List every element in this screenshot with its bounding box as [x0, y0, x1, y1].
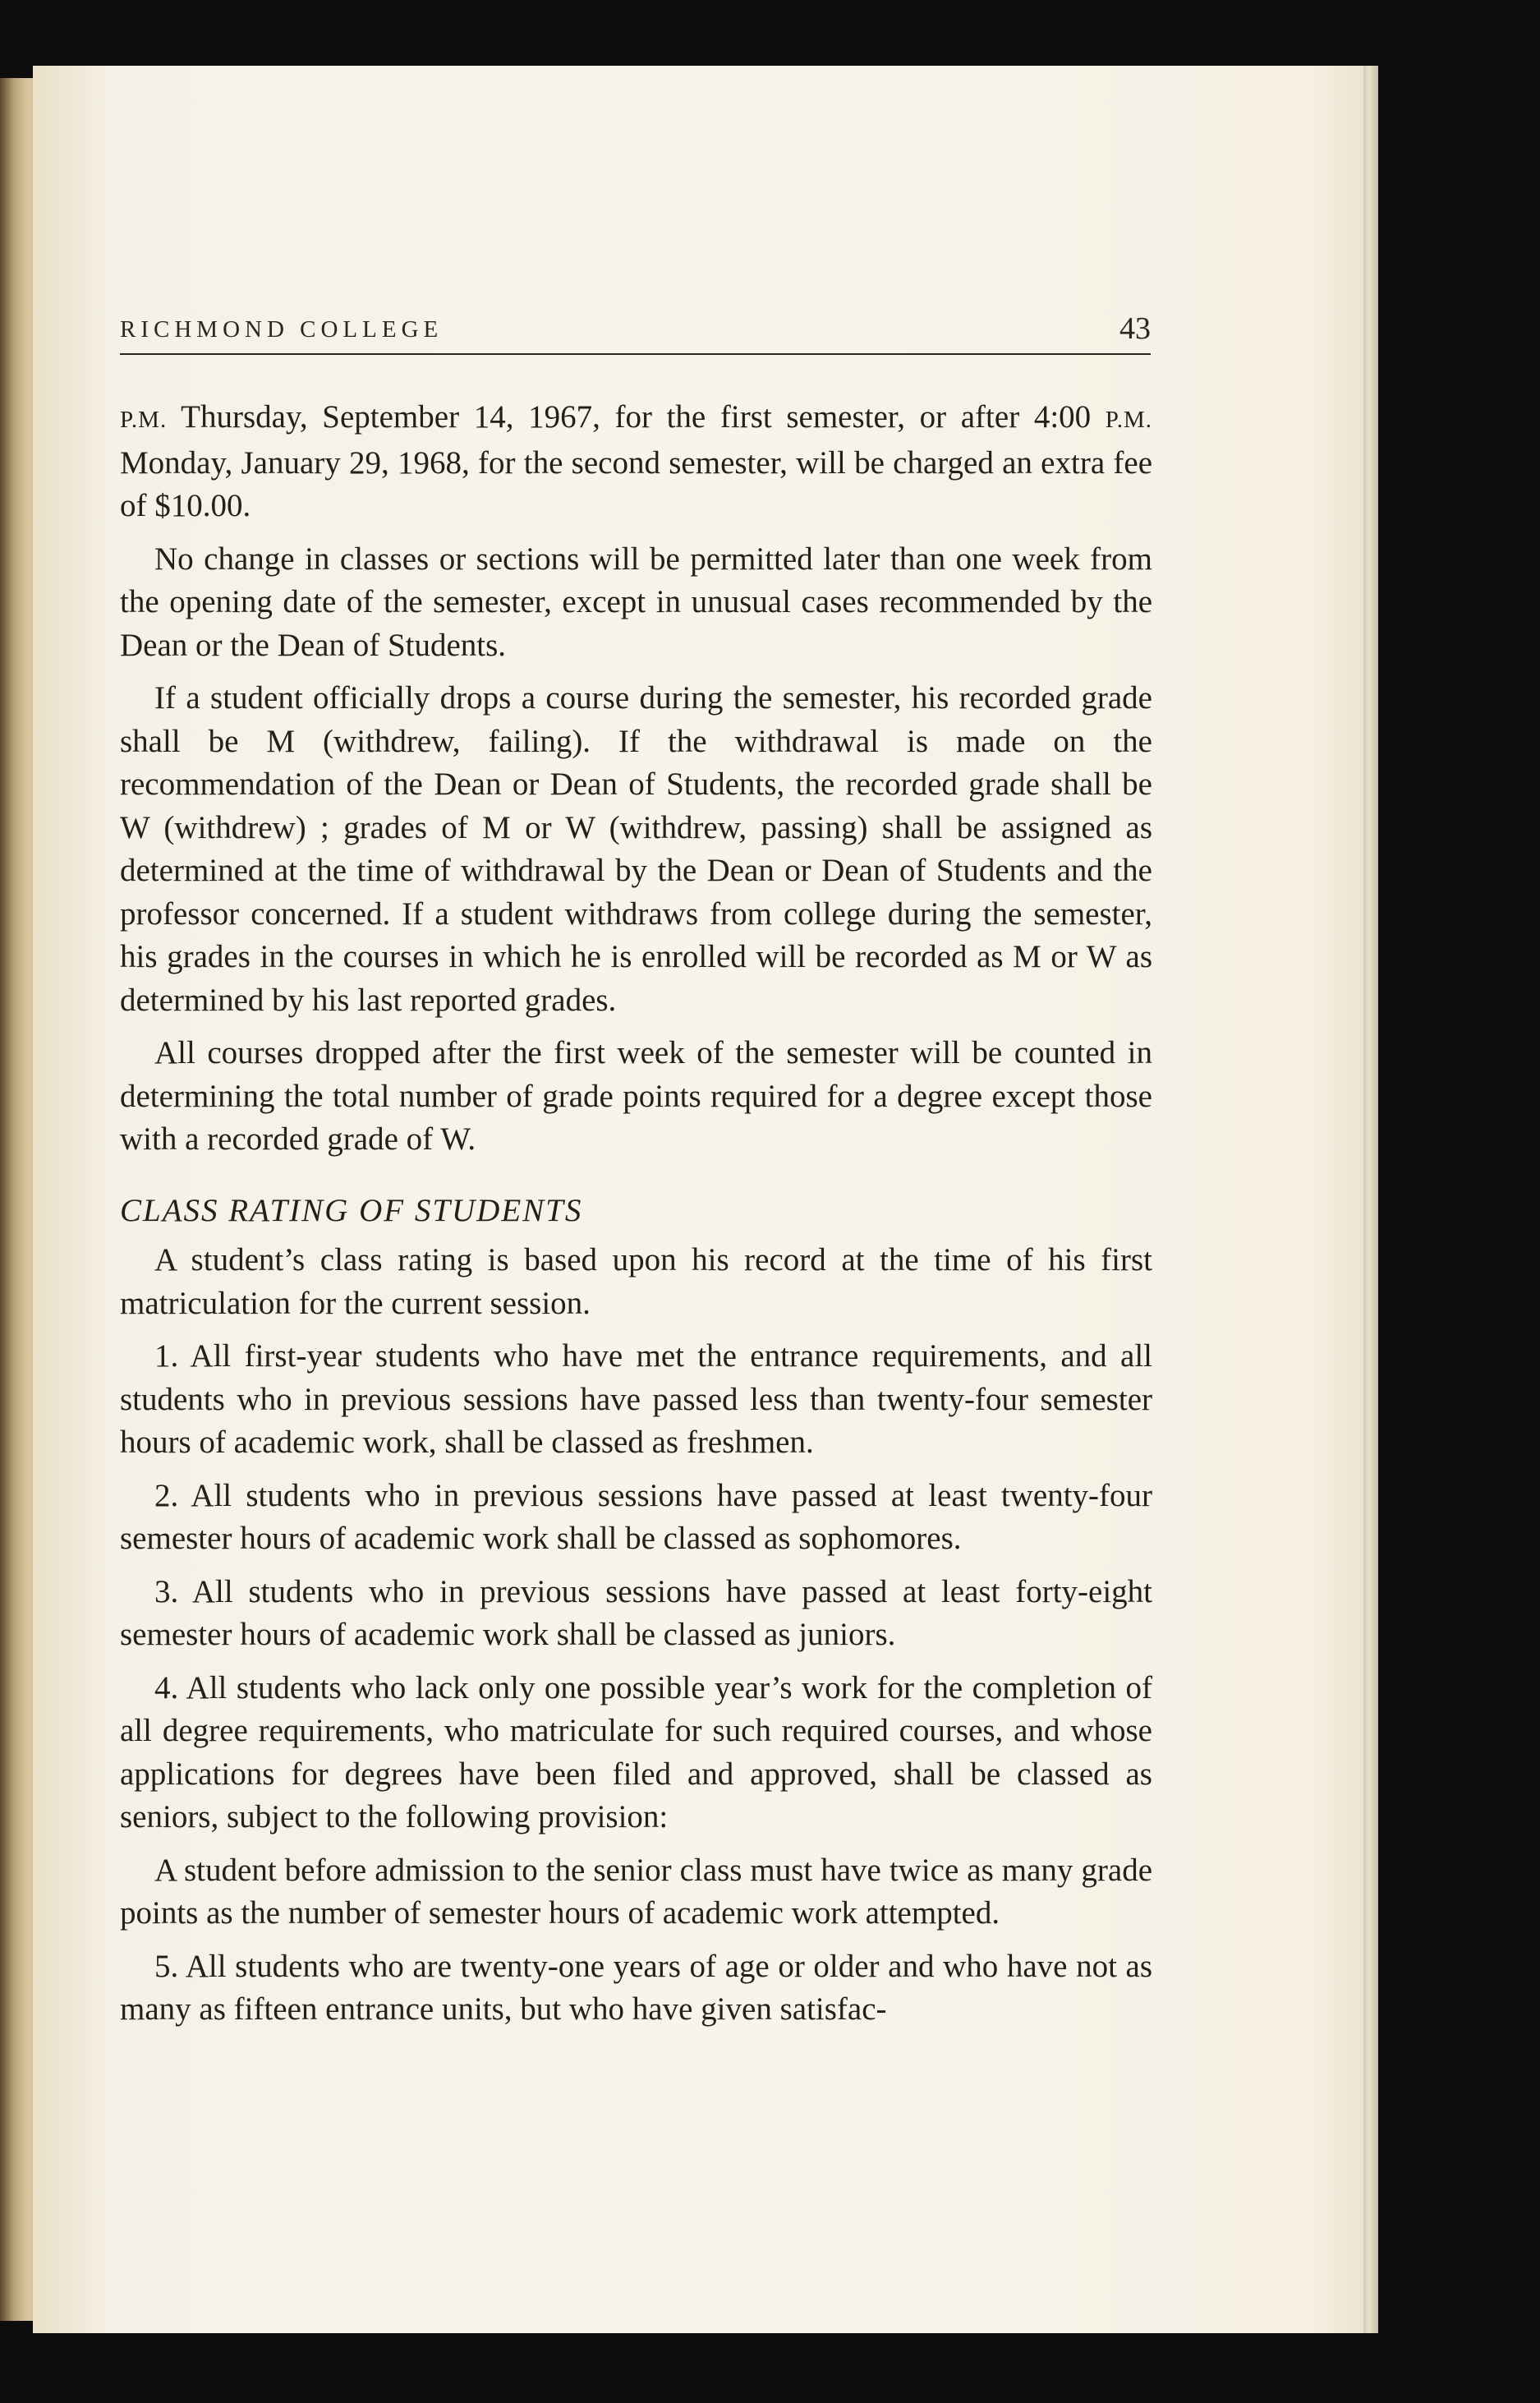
- running-head: RICHMOND COLLEGE: [120, 316, 444, 343]
- paragraph-class-changes: No change in classes or sections will be permitted later than one week from the opening date of the semester, except in unusual cases recommended by the Dean or the Dean of Students.: [120, 541, 1152, 663]
- list-item-juniors: 3. All students who in previous sessions have passed at least forty-eight semester hours of academic work shall be classed as juniors.: [120, 1573, 1152, 1652]
- paragraph-grade-points: All courses dropped after the first week of the semester will be counted in determining the total number of grade points required for a degree except those with a recorded grade of W.: [120, 1035, 1152, 1157]
- text-run: Monday, January 29, 1968, for the second semester, will be charged an extra fee of $10.00.: [120, 444, 1152, 523]
- list-item-sophomores: 2. All students who in previous sessions have passed at least twenty-four semester hours of academic work shall be classed as sophomores.: [120, 1477, 1152, 1556]
- text-run: Thursday, September 14, 1967, for the first semester, or after 4:00: [167, 399, 1106, 435]
- paragraph-late-fee: [120, 396, 1152, 528]
- body-text: [120, 396, 1152, 2032]
- list-item-seniors: 4. All students who lack only one possible year’s work for the completion of all degree requirements, who matriculate for such required courses, and whose applications for degrees have been filed and approved, shall be classed as seniors, subject to the following provision:: [120, 1669, 1152, 1834]
- page-header: [120, 302, 1151, 355]
- paragraph-senior-provision: A student before admission to the senior class must have twice as many grade points as the number of semester hours of academic work attempted.: [120, 1852, 1152, 1931]
- paragraph-class-rating-intro: A student’s class rating is based upon his record at the time of his first matriculation for the current session.: [120, 1242, 1152, 1321]
- list-item-mature-students: 5. All students who are twenty-one years of age or older and who have not as many as fifteen entrance units, but who have given satisfac-: [120, 1948, 1152, 2027]
- pm-abbrev: P.M.: [120, 407, 168, 433]
- paragraph-dropping-courses: If a student officially drops a course during the semester, his recorded grade shall be M (withdrew, failing). If the withdrawal is made on the recommendation of the Dean or Dean of Students, the recorded grade shall be W (withdrew) ; grades of M or W (withdrew, passing) shall be assigned as determined at the time of withdrawal by the Dean or Dean of Students and the professor concerned. If a student withdraws from college during the semester, his grades in the courses in which he is enrolled will be recorded as M or W as determined by his last reported grades.: [120, 680, 1152, 1018]
- section-heading: CLASS RATING OF STUDENTS: [120, 1192, 583, 1228]
- pm-abbrev: P.M.: [1105, 407, 1152, 433]
- list-item-freshmen: 1. All first-year students who have met the entrance requirements, and all students who in previous sessions have passed less than twenty-four semester hours of academic work, shall be classed as freshmen.: [120, 1338, 1152, 1460]
- page-number: 43: [1119, 311, 1151, 346]
- page-edge: [1363, 66, 1378, 2333]
